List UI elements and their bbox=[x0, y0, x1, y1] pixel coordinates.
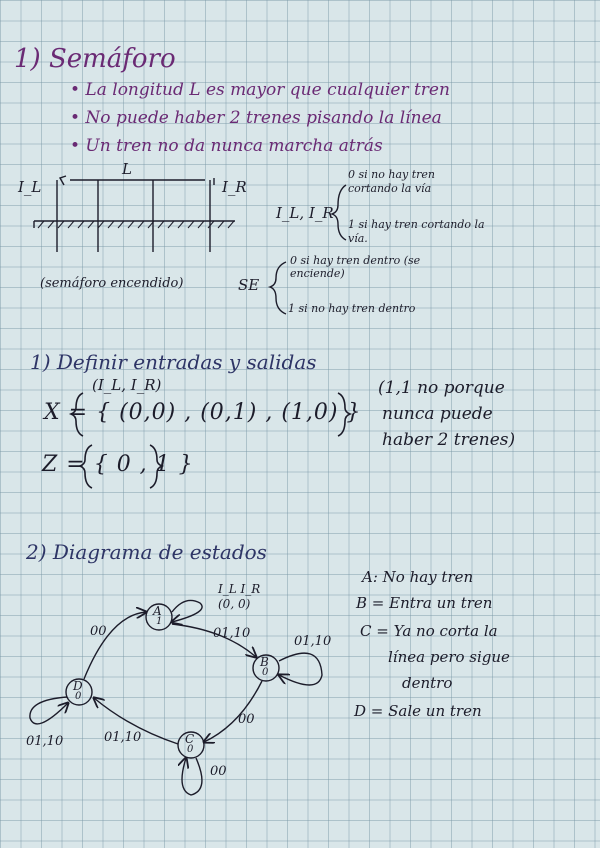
se-zero-desc: 0 si hay tren dentro (se enciende) bbox=[290, 254, 421, 280]
sensors-brace bbox=[332, 185, 346, 240]
diagram-title: 2) Diagrama de estados bbox=[26, 540, 267, 564]
z-set: Z = { 0 , 1 } bbox=[42, 452, 194, 477]
state-c-name: C bbox=[185, 732, 195, 746]
legend-c-line-2: línea pero sigue bbox=[388, 648, 510, 666]
legend-c-line-3: dentro bbox=[402, 674, 453, 692]
state-b-output: 0 bbox=[262, 667, 269, 678]
edge-d-self-label: 01,10 bbox=[26, 734, 64, 749]
legend-b: B = Entra un tren bbox=[356, 594, 493, 612]
ir-label: I_R bbox=[222, 178, 247, 196]
note-line-2: nunca puede bbox=[382, 404, 493, 424]
il-label: I_L bbox=[18, 178, 42, 196]
track-sketch bbox=[34, 176, 346, 314]
state-d-name: D bbox=[73, 679, 83, 693]
note-line-3: haber 2 trenes) bbox=[382, 430, 516, 450]
length-label: L bbox=[122, 160, 132, 178]
state-d-output: 0 bbox=[75, 691, 82, 702]
edge-b-self bbox=[279, 653, 322, 685]
state-c-output: 0 bbox=[187, 744, 194, 755]
ground-hatching bbox=[38, 221, 234, 228]
state-a-name: A bbox=[153, 604, 162, 618]
edge-d-a-label: 00 bbox=[90, 624, 107, 639]
note-line-1: (1,1 no porque bbox=[378, 378, 505, 398]
input-values: (0, 0) bbox=[218, 597, 251, 611]
bullet-3: • Un tren no da nunca marcha atrás bbox=[70, 136, 383, 156]
edge-c-self-label: 00 bbox=[210, 764, 227, 779]
input-header: I_L I_R bbox=[218, 582, 261, 596]
sensors-label: I_L, I_R bbox=[276, 204, 334, 222]
legend-c: C = Ya no corta la bbox=[360, 622, 498, 640]
semaphore-caption: (semáforo encendido) bbox=[40, 276, 184, 291]
state-a-output: 1 bbox=[156, 616, 163, 627]
se-label: SE bbox=[238, 276, 260, 294]
x-header: (I_L, I_R) bbox=[92, 376, 162, 394]
edge-c-self bbox=[182, 758, 202, 795]
x-set: X = { (0,0) , (0,1) , (1,0) } bbox=[44, 400, 362, 425]
edge-b-self-label: 01,10 bbox=[294, 634, 332, 649]
legend-a: A: No hay tren bbox=[362, 568, 474, 586]
sensors-zero-desc: 0 si no hay tren cortando la vía bbox=[348, 168, 435, 195]
bullet-1: • La longitud L es mayor que cualquier tren bbox=[70, 80, 450, 100]
edge-c-d-label: 01,10 bbox=[104, 730, 142, 745]
bullet-2: • No puede haber 2 trenes pisando la línea bbox=[70, 108, 442, 128]
state-diagram bbox=[30, 600, 322, 795]
se-brace bbox=[270, 262, 286, 314]
se-one-desc: 1 si no hay tren dentro bbox=[288, 302, 416, 315]
edge-b-c-label: 00 bbox=[238, 712, 255, 727]
edge-a-self bbox=[172, 600, 202, 622]
sensors-one-desc: 1 si hay tren cortando la vía. bbox=[348, 218, 485, 245]
legend-d: D = Sale un tren bbox=[354, 702, 482, 720]
io-title: 1) Definir entradas y salidas bbox=[30, 350, 317, 374]
edge-a-b-label: 01,10 bbox=[213, 626, 251, 641]
edge-d-self bbox=[30, 697, 68, 724]
section-1-title: 1) Semáforo bbox=[14, 44, 176, 74]
state-b-name: B bbox=[260, 655, 269, 669]
edge-d-a bbox=[84, 612, 146, 679]
